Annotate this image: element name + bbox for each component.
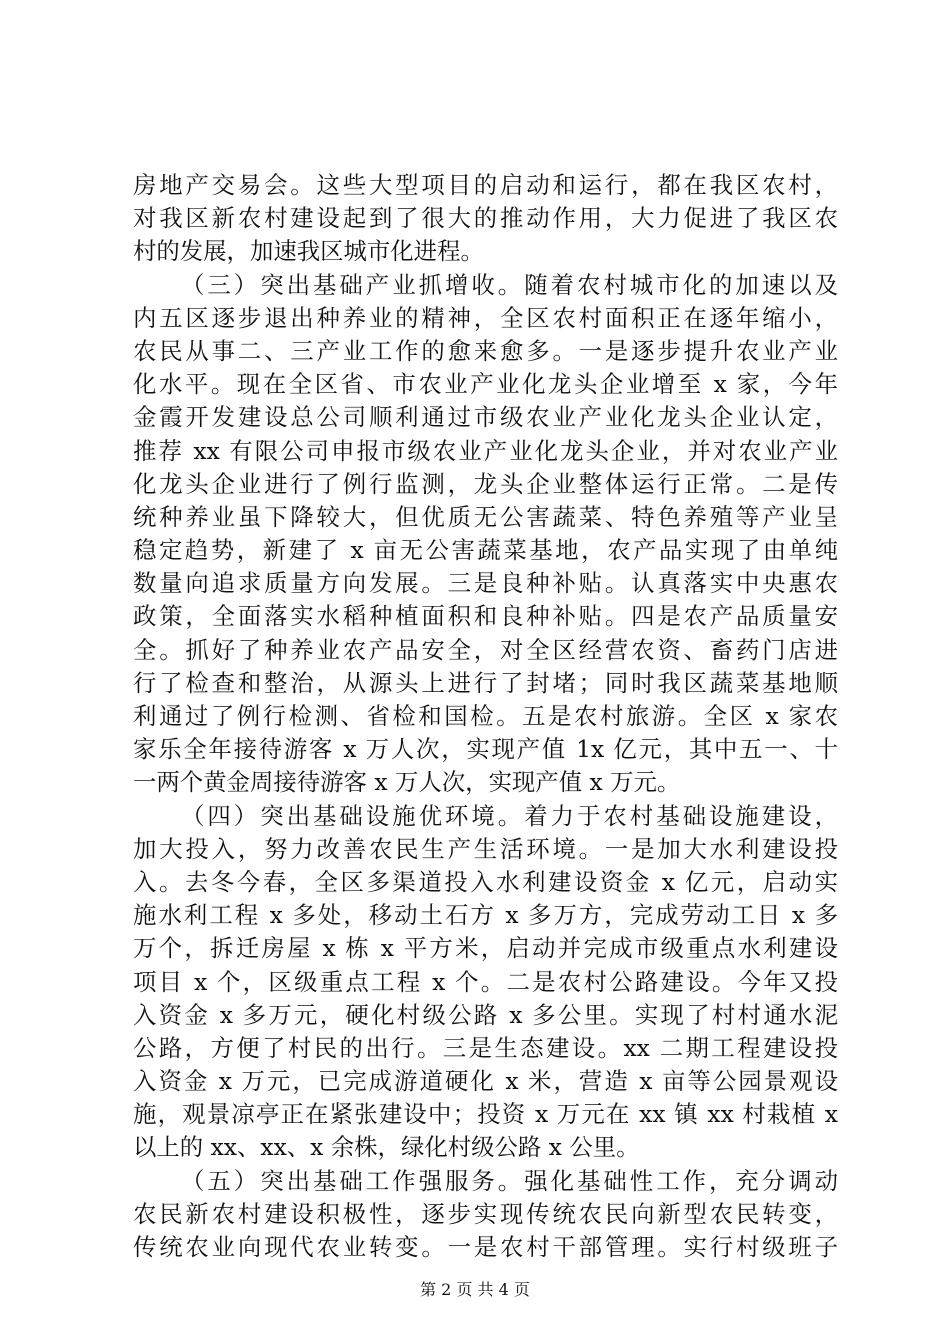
text-line: 万个，拆迁房屋 x 栋 x 平方米，启动并完成市级重点水利建设 bbox=[133, 934, 838, 963]
text-line: 加大投入，努力改善农民生产生活环境。一是加大水利建设投 bbox=[133, 834, 838, 863]
text-line: 稳定趋势，新建了 x 亩无公害蔬菜基地，农产品实现了由单纯 bbox=[133, 536, 838, 565]
text-line: 行了检查和整治，从源头上进行了封堵；同时我区蔬菜基地顺 bbox=[133, 668, 838, 697]
text-line: 内五区逐步退出种养业的精神，全区农村面积正在逐年缩小， bbox=[133, 303, 838, 332]
text-line: 施水利工程 x 多处，移动土石方 x 多万方，完成劳动工日 x 多 bbox=[133, 901, 838, 930]
text-line: 农民从事二、三产业工作的愈来愈多。一是逐步提升农业产业 bbox=[133, 336, 838, 365]
section-5-heading-line: （五）突出基础工作强服务。强化基础性工作，充分调动 bbox=[181, 1166, 838, 1195]
text-line: 政策，全面落实水稻种植面积和良种补贴。四是农产品质量安 bbox=[133, 602, 838, 631]
text-line: 项目 x 个，区级重点工程 x 个。二是农村公路建设。今年又投 bbox=[133, 967, 838, 996]
section-3-heading-line: （三）突出基础产业抓增收。随着农村城市化的加速以及 bbox=[181, 270, 838, 299]
text-line: 对我区新农村建设起到了很大的推动作用，大力促进了我区农 bbox=[133, 204, 838, 233]
text-line: 一两个黄金周接待游客 x 万人次，实现产值 x 万元。 bbox=[133, 768, 681, 797]
text-line: 施，观景凉亭正在紧张建设中；投资 x 万元在 xx 镇 xx 村栽植 x bbox=[133, 1100, 838, 1129]
page-number-footer: 第 2 页 共 4 页 bbox=[420, 1280, 530, 1299]
section-4-heading-line: （四）突出基础设施优环境。着力于农村基础设施建设， bbox=[181, 801, 838, 830]
text-line: 入资金 x 万元，已完成游道硬化 x 米，营造 x 亩等公园景观设 bbox=[133, 1067, 838, 1096]
text-line: 利通过了例行检测、省检和国检。五是农村旅游。全区 x 家农 bbox=[133, 702, 838, 730]
text-line: 农民新农村建设积极性，逐步实现传统农民向新型农民转变， bbox=[133, 1199, 838, 1228]
text-line: 入资金 x 多万元，硬化村级公路 x 多公里。实现了村村通水泥 bbox=[133, 1000, 838, 1029]
text-line: 房地产交易会。这些大型项目的启动和运行，都在我区农村， bbox=[133, 171, 838, 199]
text-line: 全。抓好了种养业农产品安全，对全区经营农资、畜药门店进 bbox=[133, 635, 838, 664]
text-line: 以上的 xx、xx、x 余株，绿化村级公路 x 公里。 bbox=[133, 1133, 640, 1162]
text-line: 传统农业向现代农业转变。一是农村干部管理。实行村级班子 bbox=[133, 1233, 838, 1261]
text-line: 统种养业虽下降较大，但优质无公害蔬菜、特色养殖等产业呈 bbox=[133, 502, 838, 531]
text-line: 村的发展，加速我区城市化进程。 bbox=[133, 237, 484, 266]
text-line: 公路，方便了村民的出行。三是生态建设。xx 二期工程建设投 bbox=[133, 1033, 838, 1062]
text-line: 金霞开发建设总公司顺利通过市级农业产业化龙头企业认定， bbox=[133, 403, 838, 432]
text-line: 化水平。现在全区省、市农业产业化龙头企业增至 x 家，今年 bbox=[133, 370, 838, 399]
text-line: 数量向追求质量方向发展。三是良种补贴。认真落实中央惠农 bbox=[133, 569, 838, 598]
text-line: 家乐全年接待游客 x 万人次，实现产值 1x 亿元，其中五一、十 bbox=[133, 735, 838, 764]
text-line: 推荐 xx 有限公司申报市级农业产业化龙头企业，并对农业产业 bbox=[133, 436, 838, 465]
text-line: 化龙头企业进行了例行监测，龙头企业整体运行正常。二是传 bbox=[133, 469, 838, 498]
document-body bbox=[133, 169, 838, 1264]
text-line: 入。去冬今春，全区多渠道投入水利建设资金 x 亿元，启动实 bbox=[133, 867, 838, 896]
